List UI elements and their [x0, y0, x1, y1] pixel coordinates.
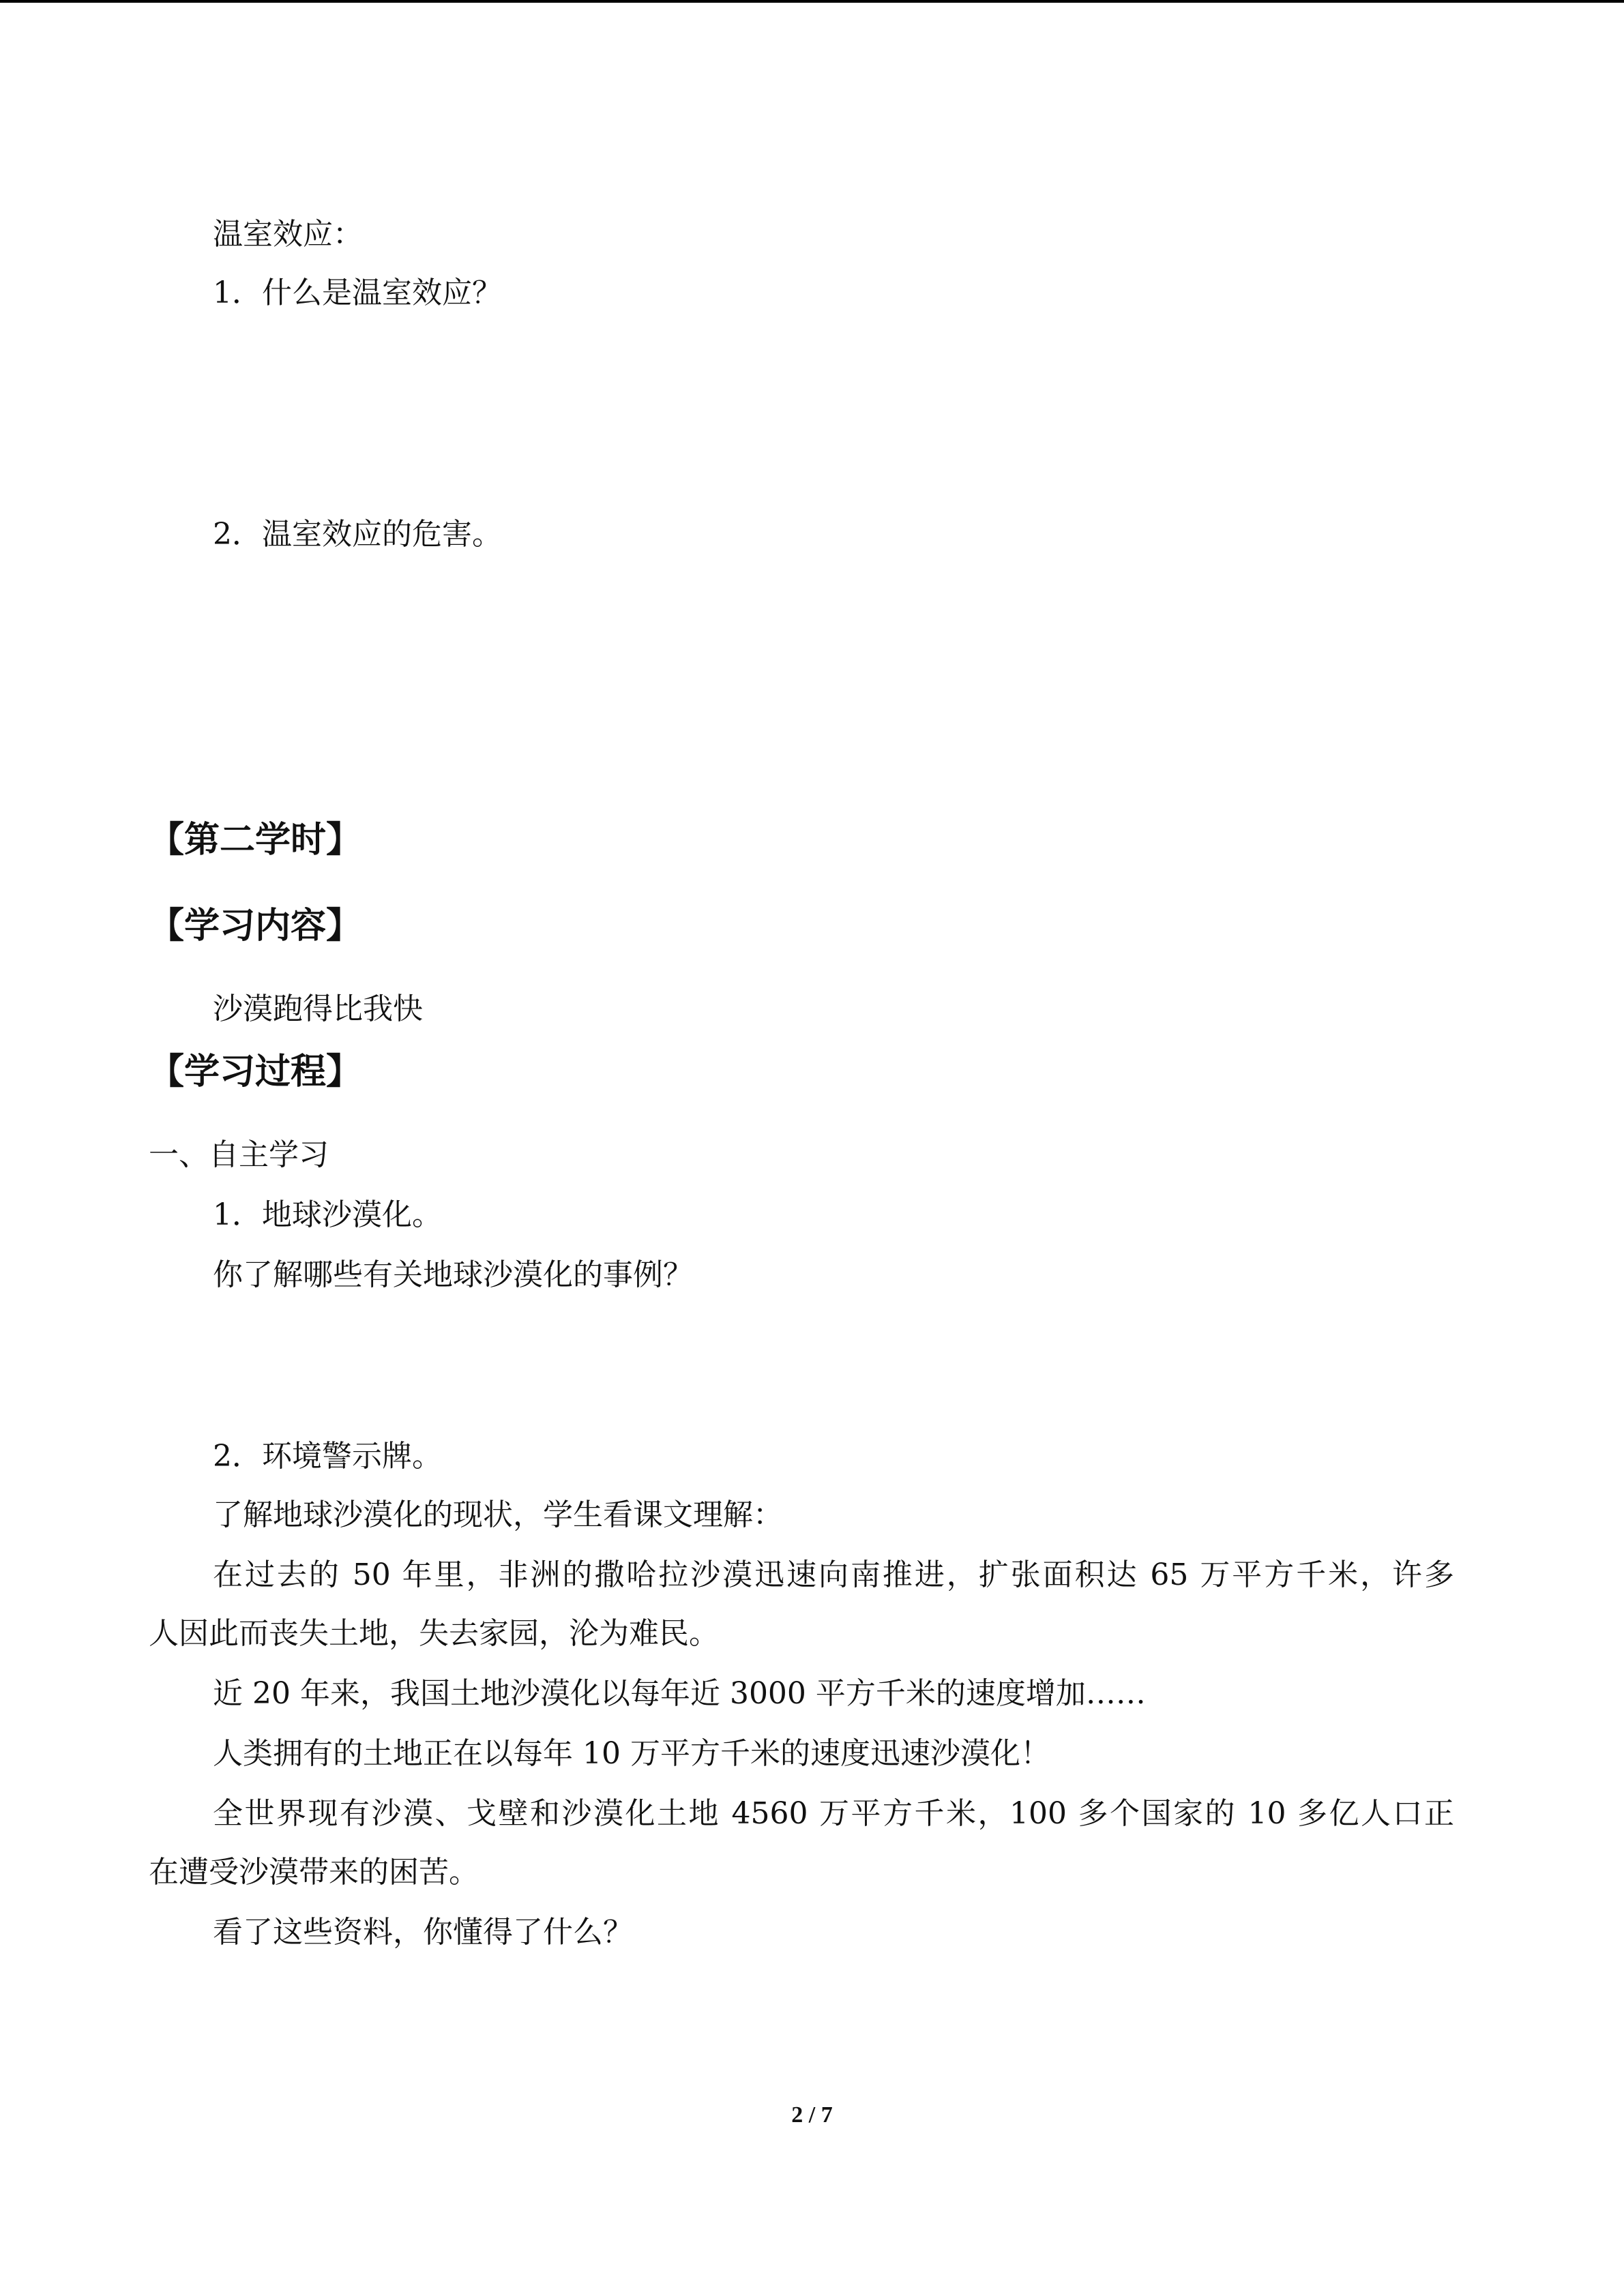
- paragraph-sahara-line-2: 人因此而丧失土地，失去家园，沦为难民。: [149, 1616, 719, 1651]
- question-what-is-greenhouse-effect: 1．什么是温室效应？: [213, 275, 502, 310]
- paragraph-global-land-rate: 人类拥有的土地正在以每年 10 万平方千米的速度迅速沙漠化！: [213, 1736, 1050, 1771]
- paragraph-china-desertification: 近 20 年来，我国土地沙漠化以每年近 3000 平方千米的速度增加……: [213, 1676, 1146, 1711]
- instruction-read-text: 了解地球沙漠化的现状，学生看课文理解：: [213, 1497, 783, 1532]
- section-learning-content-heading: 【学习内容】: [149, 906, 362, 946]
- page-top-border: [0, 0, 1624, 3]
- self-study-heading: 一、自主学习: [149, 1137, 329, 1172]
- section-second-lesson-heading: 【第二学时】: [149, 820, 362, 861]
- section-learning-process-heading: 【学习过程】: [149, 1052, 362, 1092]
- question-greenhouse-effect-harm: 2．温室效应的危害。: [213, 517, 502, 552]
- item-earth-desertification: 1．地球沙漠化。: [213, 1197, 442, 1232]
- lesson-title: 沙漠跑得比我快: [213, 992, 423, 1026]
- question-what-did-you-learn: 看了这些资料，你懂得了什么？: [213, 1915, 633, 1950]
- question-desertification-examples: 你了解哪些有关地球沙漠化的事例？: [213, 1257, 693, 1292]
- paragraph-sahara-line-1: 在过去的 50 年里，非洲的撒哈拉沙漠迅速向南推进，扩张面积达 65 万平方千米，许多: [213, 1557, 1454, 1592]
- greenhouse-effect-heading: 温室效应：: [213, 217, 363, 252]
- item-environment-warning-sign: 2．环境警示牌。: [213, 1439, 442, 1474]
- paragraph-world-deserts-line-1: 全世界现有沙漠、戈壁和沙漠化土地 4560 万平方千米，100 多个国家的 10 多亿人口正: [213, 1796, 1454, 1831]
- paragraph-world-deserts-line-2: 在遭受沙漠带来的困苦。: [149, 1855, 479, 1890]
- page-number: 2 / 7: [791, 2102, 833, 2128]
